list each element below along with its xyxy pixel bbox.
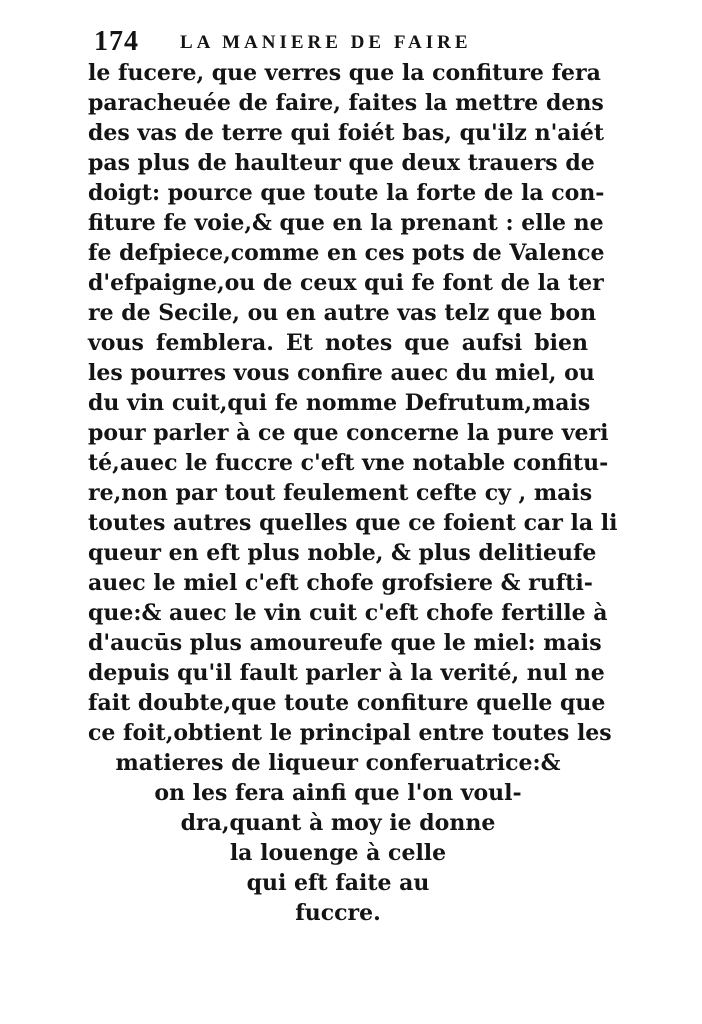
text-line: té,auec le fuccre c'eft vne notable confitu- [88, 450, 609, 476]
text-line: ce foit,obtient le principal entre toutes les [88, 720, 612, 746]
text-line: le fucere, que verres que la confiture fera [88, 60, 601, 86]
text-line: fe defpiece,comme en ces pots de Valence [88, 240, 605, 266]
body-text [88, 58, 618, 928]
text-line: queur en eft plus noble, & plus delitieufe [88, 540, 597, 566]
text-line: re de Secile, ou en autre vas telz que bon [88, 300, 597, 326]
text-line: auec le miel c'eft chofe grofsiere & rufti- [88, 570, 593, 596]
page-number: 174 [94, 26, 139, 57]
text-line: du vin cuit,qui fe nomme Defrutum,mais [88, 390, 591, 416]
text-line: pour parler à ce que concerne la pure veri [88, 420, 609, 446]
text-line: que:& auec le vin cuit c'eft chofe fertille à [88, 600, 608, 626]
text-line: on les fera ainfi que l'on voul- [154, 780, 522, 806]
text-line: matieres de liqueur conferuatrice:& [115, 750, 561, 776]
text-line: d'aucūs plus amoureufe que le miel: mais [88, 630, 602, 656]
text-line: pas plus de haulteur que deux trauers de [88, 150, 595, 176]
text-line: toutes autres quelles que ce foient car la li [88, 510, 618, 536]
text-line: paracheuée de faire, faites la mettre dens [88, 90, 604, 116]
text-line: fuccre. [295, 900, 381, 926]
text-line: la louenge à celle [229, 840, 447, 866]
text-line: des vas de terre qui foiét bas, qu'ilz n'aiét [88, 120, 605, 146]
text-line: doigt: pource que toute la forte de la con- [88, 180, 605, 206]
text-line: dra,quant à moy ie donne [180, 810, 496, 836]
running-head: LA MANIERE DE FAIRE [180, 32, 472, 53]
text-line: fiture fe voie,& que en la prenant : elle ne [88, 210, 604, 236]
text-line: fait doubte,que toute confiture quelle que [88, 690, 606, 716]
text-line: vous femblera. Et notes que aufsi bien [88, 330, 588, 356]
text-line: qui eft faite au [246, 870, 430, 896]
text-line: re,non par tout feulement cefte cy , mais [88, 480, 593, 506]
text-line: d'efpaigne,ou de ceux qui fe font de la ter [88, 270, 604, 296]
text-line: les pourres vous confire auec du miel, ou [88, 360, 595, 386]
text-line: depuis qu'il fault parler à la verité, nul ne [88, 660, 605, 686]
